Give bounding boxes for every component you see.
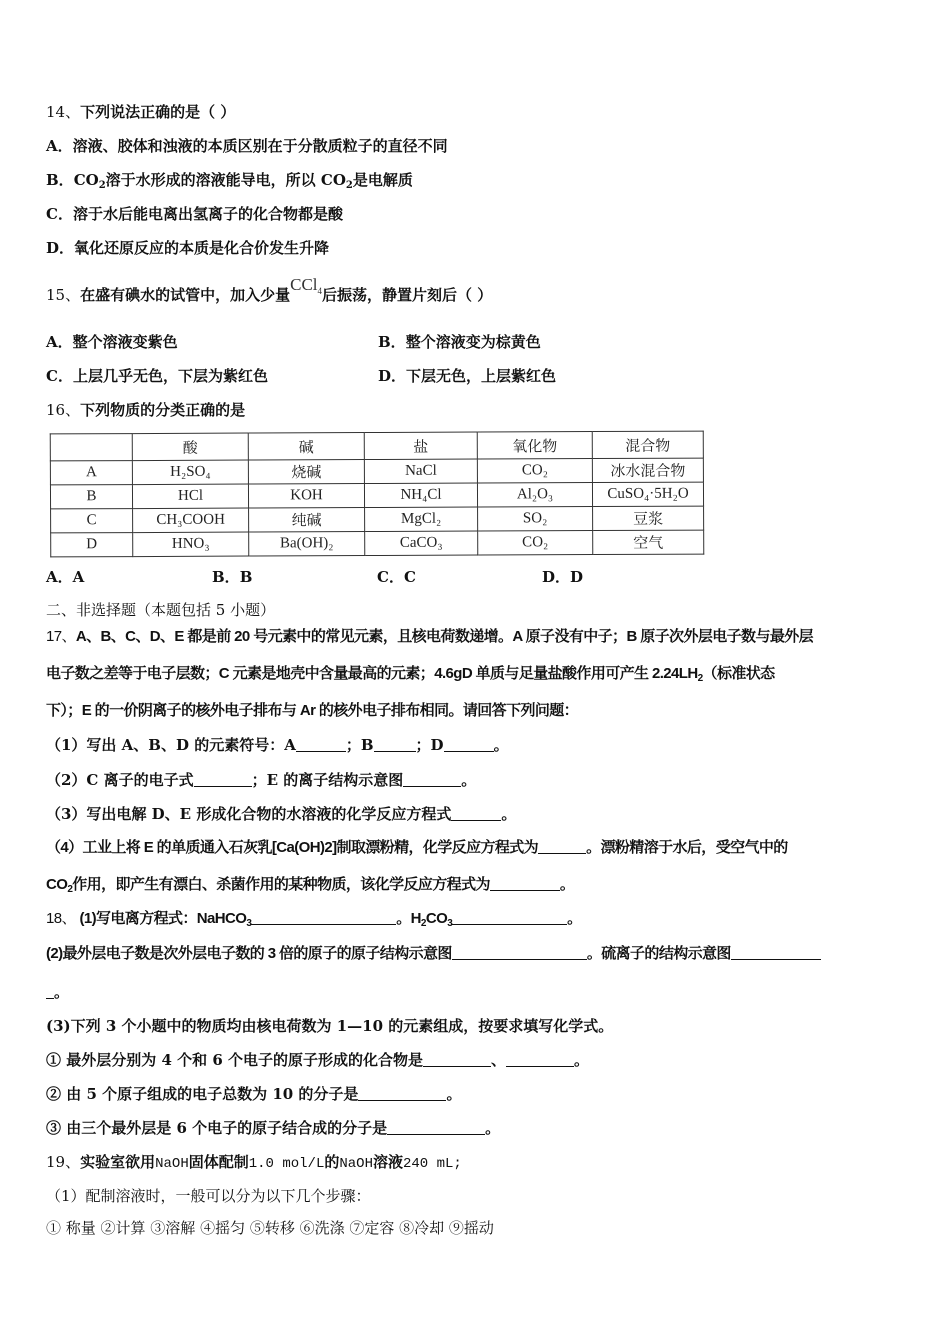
table-cell: CuSO₄·5H₂O (592, 482, 703, 506)
option-label: A． (46, 137, 73, 155)
q16-option-c (377, 567, 416, 587)
q14-stem-text: 下列说法正确的是（ ） (80, 103, 236, 121)
table-cell: NH₄Cl (364, 483, 477, 507)
q15-stem-text: 在盛有碘水的试管中，加入少量 (80, 286, 291, 304)
option-label: D． (378, 367, 407, 385)
table-cell: CO₂ (478, 531, 593, 556)
answer-blank-b[interactable] (374, 737, 416, 752)
table-cell: CaCO₃ (365, 531, 478, 555)
q19-text: 1.0 mol/L (248, 1156, 325, 1172)
q19-number: 19、 (46, 1153, 81, 1171)
q19-text: NaOH (339, 1156, 373, 1172)
answer-blank[interactable] (358, 1086, 446, 1101)
q17-text: 电子数之差等于电子层数；C 元素是地壳中含量最高的元素；4.6gD 单质与足量盐酸作用可产生 2.24LH (46, 665, 698, 682)
q18-item-text: ③ 由三个最外层是 6 个电子的原子结合成的分子是 (46, 1119, 388, 1137)
q17-number: 17、 (46, 628, 76, 645)
subscript: 2 (420, 918, 426, 929)
table-cell: Ba(OH)₂ (249, 532, 365, 557)
q17-part-3 (46, 804, 516, 824)
q17-p4-text: 作用，即产生有漂白、杀菌作用的某种物质，该化学反应方程式为 (72, 876, 490, 893)
q17-line-3 (46, 701, 578, 721)
answer-blank-a[interactable] (296, 737, 346, 752)
q17-p3-text: 。 (501, 805, 517, 823)
table-cell: CO₂ (477, 459, 592, 484)
table-cell: C (51, 509, 133, 533)
q14-option-a (46, 136, 448, 156)
q15-option-d (378, 366, 556, 386)
option-text: B (239, 568, 253, 586)
q15-option-c (46, 366, 268, 386)
q18-item-text: ② 由 5 个原子组成的电子总数为 10 的分子是 (46, 1085, 359, 1103)
q17-text: A、B、C、D、E 都是前 20 号元素中的常见元素，且核电荷数递增。A 原子没有中子；B 原子次外层电子数与最外层 (75, 628, 814, 645)
q18-part-2 (46, 944, 821, 964)
q18-p1-text: 。H (396, 910, 421, 927)
table-cell: NaCl (364, 459, 477, 483)
table-row (50, 458, 703, 485)
q17-p4-text: （4）工业上将 E 的单质通入石灰乳[Ca(OH)2]制取漂粉精，化学反应方程式为 (46, 839, 539, 856)
q18-item-text: 。 (574, 1051, 590, 1069)
option-text: 溶液、胶体和浊液的本质区别在于分散质粒子的直径不同 (72, 137, 448, 155)
q18-p1-text: (1)写电离方程式：NaHCO (75, 910, 247, 927)
table-cell: 豆浆 (593, 506, 704, 530)
q18-p2-text: 。 (54, 983, 70, 1001)
answer-blank[interactable] (423, 1052, 491, 1067)
q16-stem-text: 下列物质的分类正确的是 (80, 401, 246, 419)
table-header-cell (50, 434, 132, 461)
q17-text: 下）；E 的一价阴离子的核外电子排布与 Ar 的核外电子排布相同。请回答下列问题： (46, 702, 579, 719)
q18-p2-text: (2)最外层电子数是次外层电子数的 3 倍的原子的原子结构示意图 (46, 945, 452, 962)
subscript: 2 (345, 180, 353, 191)
q17-p1-text: （1）写出 A、B、D 的元素符号：A (46, 736, 296, 754)
option-text: D (570, 568, 584, 586)
q17-part-1 (46, 735, 509, 755)
q18-item-2 (46, 1084, 461, 1104)
option-label: C． (377, 568, 404, 586)
q18-part-2-end (46, 982, 69, 1002)
q14-option-d (46, 238, 329, 258)
q16-option-d (542, 567, 583, 587)
table-header-cell: 盐 (364, 432, 477, 459)
table-cell: Al₂O₃ (477, 483, 592, 508)
answer-blank[interactable] (731, 945, 821, 960)
option-text: 上层几乎无色，下层为紫红色 (72, 367, 268, 385)
q19-stem (46, 1152, 462, 1174)
classification-table (50, 431, 705, 558)
q16-option-b (212, 567, 252, 587)
table-cell: H₂SO₄ (132, 460, 248, 485)
option-label: A． (46, 333, 73, 351)
q17-p4-text: 。漂粉精溶于水后，受空气中的 (586, 839, 788, 856)
option-label: D． (542, 568, 571, 586)
option-text: 整个溶液变紫色 (72, 333, 178, 351)
answer-blank-d[interactable] (444, 737, 494, 752)
q15-stem (46, 275, 493, 311)
answer-blank[interactable] (452, 910, 567, 925)
table-cell: B (50, 485, 132, 509)
q17-p3-text: （3）写出电解 D、E 形成化合物的水溶液的化学反应方程式 (46, 805, 452, 823)
q15-option-a (46, 332, 178, 352)
q19-part-1: （1）配制溶液时，一般可以分为以下几个步骤： (46, 1187, 371, 1205)
q15-option-b (378, 332, 541, 352)
option-text: A (72, 568, 85, 586)
answer-blank[interactable] (451, 806, 501, 821)
option-text: C (403, 568, 416, 586)
q18-p1-text: CO (425, 910, 448, 927)
option-text: 溶于水形成的溶液能导电，所以 CO (105, 171, 346, 189)
q18-item-text: 、 (491, 1051, 507, 1069)
table-cell: MgCl₂ (365, 507, 478, 531)
subscript: 2 (67, 884, 73, 895)
option-label: C． (46, 205, 73, 223)
q16-option-a (46, 567, 84, 587)
q18-p3-text: (3)下列 3 个小题中的物质均由核电荷数为 1—10 的元素组成，按要求填写化学式。 (46, 1017, 614, 1035)
q18-item-1 (46, 1050, 589, 1070)
q17-p1-text: 。 (493, 736, 509, 754)
answer-blank[interactable] (490, 876, 560, 891)
option-label: B． (46, 171, 74, 189)
answer-blank[interactable] (251, 910, 396, 925)
table-cell: A (50, 461, 132, 485)
option-text: 溶于水后能电离出氢离子的化合物都是酸 (72, 205, 343, 223)
q19-text: NaOH (155, 1156, 189, 1172)
option-label: D． (46, 239, 75, 257)
table-cell: HNO₃ (133, 532, 249, 557)
table-cell: SO₂ (478, 507, 593, 532)
q19-text: 的 (324, 1153, 340, 1171)
option-text: 整个溶液变为棕黄色 (405, 333, 541, 351)
q18-p1-text: 。 (567, 910, 582, 927)
q18-part-3 (46, 1016, 613, 1036)
q17-p2-text: ；E 的离子结构示意图 (251, 771, 404, 789)
answer-blank[interactable] (387, 1120, 485, 1135)
q17-p1-text: ；B (345, 736, 374, 754)
table-header-cell: 氧化物 (477, 432, 592, 460)
q18-item-text: 。 (446, 1085, 462, 1103)
q16-number: 16、 (46, 401, 81, 419)
q15-stem-text: 后振荡，静置片刻后（ ） (322, 286, 493, 304)
table-cell: D (51, 533, 133, 557)
q17-p1-text: ；D (415, 736, 444, 754)
q17-line-2 (46, 664, 775, 689)
table-header-cell: 碱 (248, 433, 364, 461)
q17-p4-text: 。 (559, 876, 575, 893)
subscript: 4 (317, 286, 323, 296)
option-text: 氧化还原反应的本质是化合价发生升降 (74, 239, 330, 257)
q15-number: 15、 (46, 286, 81, 304)
subscript: 2 (98, 180, 106, 191)
option-label: B． (212, 568, 240, 586)
q16-stem (46, 400, 245, 420)
q19-text: 实验室欲用 (80, 1153, 156, 1171)
q17-p4-text: CO (46, 876, 68, 893)
table-header-row (50, 431, 703, 461)
table-cell: CH₃COOH (133, 508, 249, 533)
q17-part-4-line-1 (46, 838, 788, 858)
q18-item-text: 。 (485, 1119, 501, 1137)
q19-text: 240 mL; (403, 1156, 462, 1172)
q14-option-c (46, 204, 343, 224)
answer-blank[interactable] (194, 772, 252, 787)
answer-blank[interactable] (46, 984, 54, 999)
q19-steps: ① 称量 ②计算 ③溶解 ④摇匀 ⑤转移 ⑥洗涤 ⑦定容 ⑧冷却 ⑨摇动 (46, 1219, 494, 1237)
table-cell: 烧碱 (248, 460, 364, 485)
q18-part-1 (46, 909, 582, 934)
q17-p2-text: 。 (461, 771, 477, 789)
q17-text: （标准状态 (702, 665, 775, 682)
table-row (51, 506, 704, 533)
option-text: CO (73, 171, 99, 189)
option-label: B． (378, 333, 406, 351)
q14-stem (46, 102, 235, 122)
section-2-title: 二、非选择题（本题包括 5 小题） (46, 601, 276, 619)
q18-item-3 (46, 1118, 500, 1138)
option-label: C． (46, 367, 73, 385)
answer-blank[interactable] (403, 772, 461, 787)
table-cell: 空气 (593, 530, 704, 554)
q17-part-4-line-2 (46, 875, 574, 900)
formula-text: CCl (290, 275, 318, 294)
q18-number: 18、 (46, 910, 76, 927)
option-label: A． (46, 568, 73, 586)
table-cell: HCl (132, 484, 248, 509)
q17-part-2 (46, 770, 476, 790)
subscript: 3 (246, 918, 252, 929)
table-header-cell: 混合物 (592, 431, 703, 458)
q18-item-text: ① 最外层分别为 4 个和 6 个电子的原子形成的化合物是 (46, 1051, 423, 1069)
q17-line-1 (46, 627, 813, 647)
q18-p2-text: 。硫离子的结构示意图 (586, 945, 731, 962)
q17-p2-text: （2）C 离子的电子式 (46, 771, 194, 789)
table-header-cell: 酸 (132, 433, 248, 461)
table-cell: 冰水混合物 (592, 458, 703, 482)
q14-number: 14、 (46, 103, 81, 121)
q19-text: 溶液 (372, 1153, 403, 1171)
table-row (51, 530, 704, 557)
table-cell: 纯碱 (249, 508, 365, 533)
table-row (50, 482, 703, 509)
subscript: 2 (697, 673, 703, 684)
option-text: 是电解质 (352, 171, 413, 189)
option-text: 下层无色，上层紫红色 (406, 367, 557, 385)
subscript: 3 (447, 918, 453, 929)
answer-blank[interactable] (538, 839, 586, 854)
answer-blank[interactable] (452, 945, 587, 960)
table-cell: KOH (248, 484, 364, 509)
q14-option-b (46, 170, 413, 196)
q19-text: 固体配制 (188, 1153, 249, 1171)
ccl4-formula (290, 275, 322, 294)
answer-blank[interactable] (506, 1052, 574, 1067)
